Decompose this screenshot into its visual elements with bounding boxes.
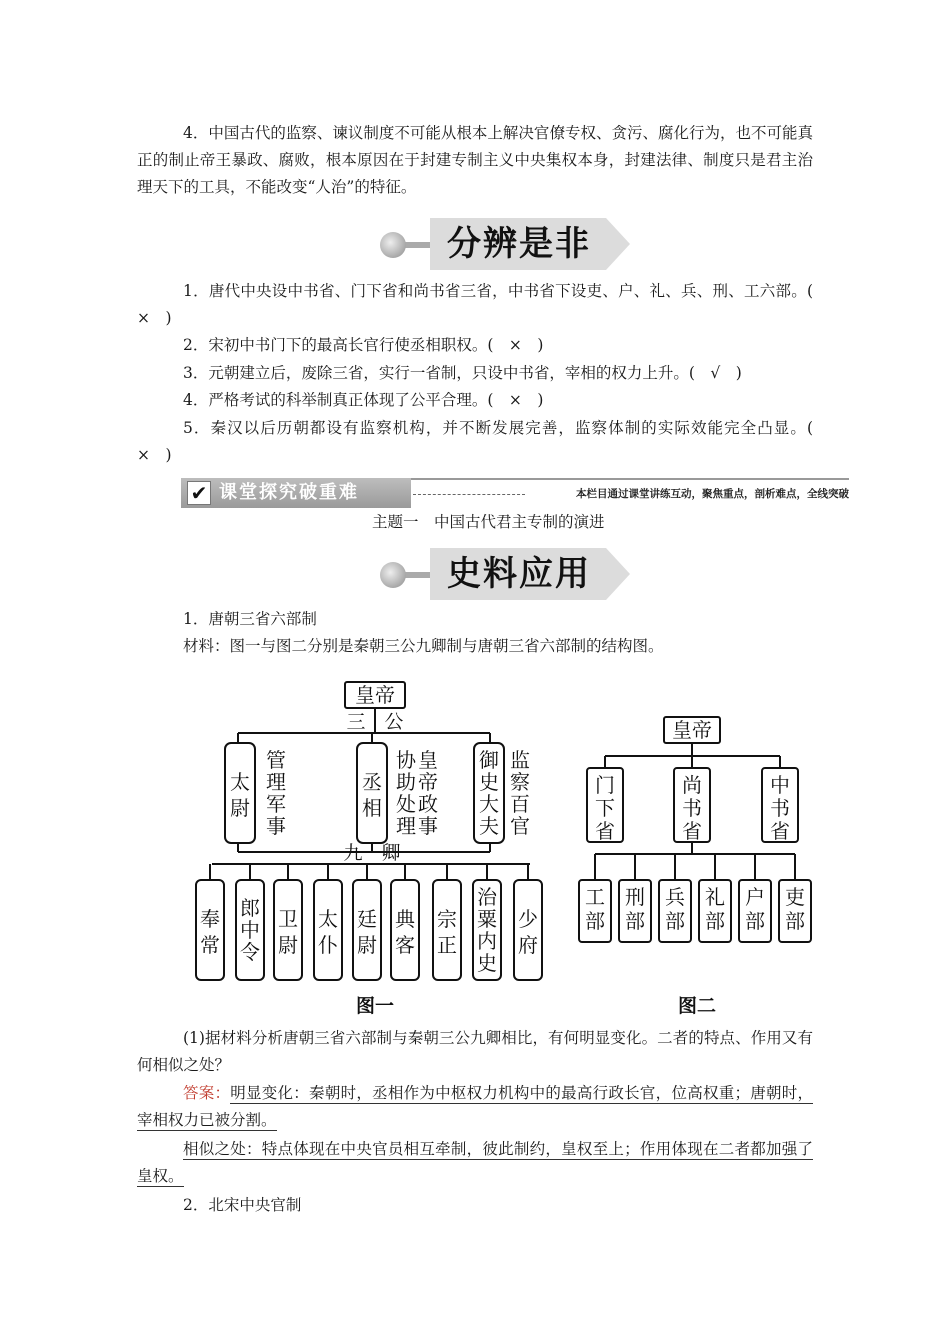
fig2-ministry-name: 工部 bbox=[585, 885, 605, 933]
judgment-4: 4．严格考试的科举制真正体现了公平合理。( × ) bbox=[183, 391, 544, 409]
banner-materials bbox=[380, 548, 630, 600]
banner-dot-icon bbox=[380, 562, 406, 588]
judgment-5: 5．秦汉以后历朝都设有监察机构，并不断发展完善，监察体制的实际效能完全凸显。( × ) bbox=[137, 419, 829, 464]
fig2-ministry-name: 刑部 bbox=[625, 885, 645, 933]
topic-heading: 主题一 中国古代君主专制的演进 bbox=[372, 513, 605, 531]
fig1-official-duty: 协助处理皇帝政事 bbox=[396, 748, 438, 838]
fig1-official-name: 御史大夫 bbox=[479, 748, 499, 838]
material-text: 材料：图一与图二分别是秦朝三公九卿制与唐朝三省六部制的结构图。 bbox=[183, 637, 664, 655]
fig2-caption: 图二 bbox=[677, 995, 717, 1017]
section-label: 课堂探究破重难 bbox=[219, 482, 359, 503]
fig2-province-name: 中书省 bbox=[770, 773, 790, 843]
fig1-official-name: 太尉 bbox=[230, 770, 250, 820]
banner-distinguish bbox=[380, 218, 630, 270]
fig1-sangong: 三 公 bbox=[346, 711, 404, 733]
item2-title: 2．北宋中央官制 bbox=[183, 1196, 302, 1214]
fig2-emperor: 皇帝 bbox=[672, 718, 712, 742]
answer-text-2: 相似之处：特点体现在中央官员相互牵制，彼此制约，皇权至上；作用体现在二者都加强了皇权。 bbox=[137, 1140, 813, 1185]
check-icon: ✔ bbox=[187, 481, 211, 505]
figure1 bbox=[196, 682, 542, 1017]
intro-paragraph: 4．中国古代的监察、谏议制度不可能从根本上解决官僚专权、贪污、腐化行为，也不可能真正的制止帝王暴政、腐败，根本原因在于封建专制主义中央集权本身，封建法律、制度只是君主治理天下的工具，不能改变“人治”的特征。 bbox=[137, 124, 813, 196]
structure-diagrams bbox=[0, 670, 950, 1030]
fig1-minister-name: 奉常 bbox=[200, 907, 220, 957]
fig1-official-duty: 管理军事 bbox=[266, 748, 286, 838]
fig1-minister-name: 太仆 bbox=[318, 907, 338, 957]
fig2-ministry-name: 吏部 bbox=[785, 885, 805, 933]
fig1-minister-name: 郎中令 bbox=[240, 896, 260, 964]
fig2-province-name: 尚书省 bbox=[682, 773, 702, 843]
answer-part1 bbox=[137, 1080, 813, 1134]
fig1-minister-name: 治粟内史 bbox=[477, 885, 497, 975]
item1-title: 1．唐朝三省六部制 bbox=[183, 610, 317, 628]
fig2-province-name: 门下省 bbox=[595, 773, 615, 843]
fig1-minister-name: 典客 bbox=[395, 907, 415, 957]
banner-dot-icon bbox=[380, 232, 406, 258]
fig1-minister-name: 卫尉 bbox=[278, 907, 298, 957]
answer-text-1: 明显变化：秦朝时，丞相作为中枢权力机构中的最高行政长官，位高权重；唐朝时，宰相权力已被分割。 bbox=[137, 1084, 813, 1129]
banner-title: 史料应用 bbox=[447, 554, 591, 594]
fig1-official-duty: 监察百官 bbox=[510, 748, 530, 838]
section-dash bbox=[413, 494, 525, 495]
fig1-minister-name: 少府 bbox=[518, 907, 538, 957]
fig2-ministry-name: 兵部 bbox=[665, 885, 685, 933]
fig1-emperor: 皇帝 bbox=[355, 683, 395, 707]
fig1-minister-name: 宗正 bbox=[437, 907, 457, 957]
answer-label: 答案： bbox=[183, 1084, 231, 1102]
judgment-2: 2．宋初中书门下的最高长官行使丞相职权。( × ) bbox=[183, 336, 544, 354]
fig1-minister-name: 廷尉 bbox=[357, 907, 377, 957]
judgment-1: 1．唐代中央设中书省、门下省和尚书省三省，中书省下设吏、户、礼、兵、刑、工六部。( × ) bbox=[137, 282, 829, 327]
answer-part2 bbox=[137, 1136, 813, 1190]
section-top-rule bbox=[411, 478, 849, 480]
fig1-jiuqing: 九 卿 bbox=[343, 842, 401, 864]
fig1-caption: 图一 bbox=[355, 995, 395, 1017]
fig1-official-name: 丞相 bbox=[362, 770, 382, 820]
question-text: (1)据材料分析唐朝三省六部制与秦朝三公九卿相比，有何明显变化。二者的特点、作用又有何相似之处？ bbox=[137, 1029, 813, 1074]
judgment-3: 3．元朝建立后，废除三省，实行一省制，只设中书省，宰相的权力上升。( √ ) bbox=[183, 364, 742, 382]
section-header bbox=[181, 478, 849, 508]
section-note: 本栏目通过课堂讲练互动，聚焦重点，剖析难点，全线突破 bbox=[576, 488, 849, 500]
fig2-ministry-name: 礼部 bbox=[705, 885, 725, 933]
figure2 bbox=[579, 717, 811, 1017]
banner-title: 分辨是非 bbox=[447, 224, 591, 264]
fig2-ministry-name: 户部 bbox=[745, 885, 765, 933]
